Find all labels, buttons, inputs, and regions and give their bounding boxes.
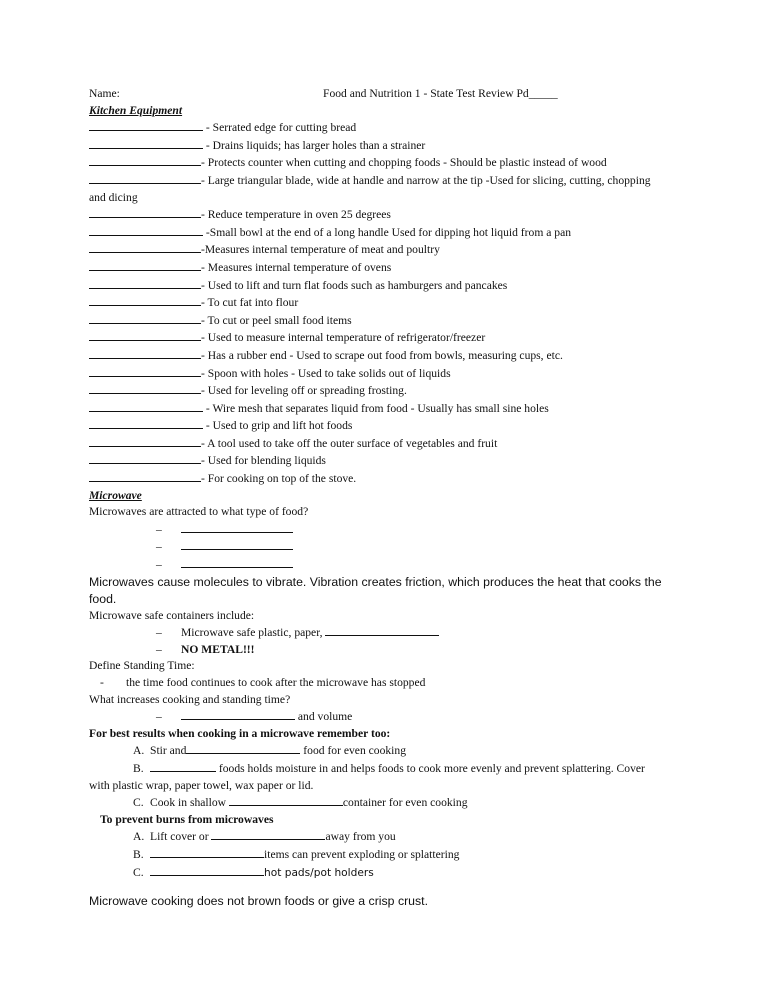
kitchen-item: - Serrated edge for cutting bread (89, 119, 689, 137)
best-item-a: A. Stir and food for even cooking (133, 744, 406, 758)
name-label: Name: (89, 87, 120, 100)
kitchen-item: - Used to measure internal temperature of refrigerator/freezer (89, 329, 689, 347)
answer-blank[interactable] (89, 119, 203, 131)
answer-blank[interactable] (89, 400, 203, 412)
increase-question: What increases cooking and standing time? (89, 692, 291, 706)
answer-blank[interactable] (89, 294, 201, 306)
best-item-b-continuation: with plastic wrap, paper towel, wax paper or lid. (89, 778, 314, 792)
spacer (89, 881, 689, 893)
kitchen-item: - To cut or peel small food items (89, 312, 689, 330)
kitchen-equipment-heading: Kitchen Equipment (89, 103, 183, 117)
answer-blank[interactable] (89, 206, 201, 218)
answer-blank[interactable] (89, 241, 201, 253)
increase-item: – and volume (156, 710, 353, 724)
answer-blank[interactable] (150, 864, 264, 876)
answer-blank[interactable] (89, 470, 201, 482)
answer-blank[interactable] (89, 312, 201, 324)
answer-blank[interactable] (181, 538, 293, 550)
kitchen-item: - Drains liquids; has larger holes than a strainer (89, 137, 689, 155)
answer-blank[interactable] (89, 224, 203, 236)
best-results-heading: For best results when cooking in a microwave remember too: (89, 726, 391, 740)
answer-blank[interactable] (89, 277, 201, 289)
kitchen-item: -Measures internal temperature of meat and poultry (89, 241, 689, 259)
standing-question: Define Standing Time: (89, 659, 195, 673)
header (89, 86, 689, 103)
kitchen-item: - Protects counter when cutting and chopping foods - Should be plastic instead of wood (89, 154, 689, 172)
answer-blank[interactable] (186, 742, 300, 754)
containers-question: Microwave safe containers include: (89, 608, 255, 622)
answer-blank[interactable] (89, 435, 201, 447)
kitchen-item: - Large triangular blade, wide at handle and narrow at the tip -Used for slicing, cutting, chopping (89, 172, 689, 190)
answer-blank[interactable] (150, 760, 216, 772)
answer-blank[interactable] (89, 382, 201, 394)
standing-definition: - the time food continues to cook after the microwave has stopped (100, 676, 426, 689)
microwave-heading: Microwave (89, 488, 142, 502)
answer-blank[interactable] (89, 172, 201, 184)
best-item-c: C. Cook in shallow container for even cooking (133, 796, 468, 810)
worksheet-page (89, 86, 689, 910)
answer-blank[interactable] (181, 708, 295, 720)
answer-blank[interactable] (89, 329, 201, 341)
kitchen-item: - Reduce temperature in oven 25 degrees (89, 206, 689, 224)
answer-blank[interactable] (211, 828, 325, 840)
answer-blank[interactable] (325, 624, 439, 636)
answer-blank[interactable] (89, 347, 201, 359)
attract-answer: – (89, 556, 689, 574)
kitchen-item: - Measures internal temperature of ovens (89, 259, 689, 277)
answer-blank[interactable] (89, 137, 203, 149)
answer-blank[interactable] (89, 452, 201, 464)
attract-answer: – (89, 538, 689, 556)
attract-answer: – (89, 521, 689, 539)
prevent-burns-heading: To prevent burns from microwaves (100, 812, 274, 826)
answer-blank[interactable] (150, 846, 264, 858)
kitchen-item: - Used for leveling off or spreading frosting. (89, 382, 689, 400)
kitchen-item: - Wire mesh that separates liquid from food - Usually has small sine holes (89, 400, 689, 418)
kitchen-item: -Small bowl at the end of a long handle Used for dipping hot liquid from a pan (89, 224, 689, 242)
burns-item-b: B. items can prevent exploding or splattering (133, 847, 460, 861)
answer-blank[interactable] (89, 365, 201, 377)
no-metal-item: – NO METAL!!! (156, 642, 255, 656)
kitchen-item: - Used to lift and turn flat foods such as hamburgers and pancakes (89, 277, 689, 295)
worksheet-title: Food and Nutrition 1 - State Test Review Pd_____ (323, 87, 558, 100)
burns-item-a: A. Lift cover or away from you (133, 830, 396, 844)
kitchen-item-continuation: and dicing (89, 190, 138, 204)
best-item-b: B. foods holds moisture in and helps foods to cook more evenly and prevent splattering. Cover (133, 761, 645, 775)
kitchen-item: - For cooking on top of the stove. (89, 470, 689, 488)
answer-blank[interactable] (181, 556, 293, 568)
brown-statement: Microwave cooking does not brown foods or give a crisp crust. (89, 894, 429, 909)
kitchen-item: - Used for blending liquids (89, 452, 689, 470)
answer-blank[interactable] (89, 259, 201, 271)
kitchen-item: - Used to grip and lift hot foods (89, 417, 689, 435)
attract-question: Microwaves are attracted to what type of food? (89, 505, 309, 519)
answer-blank[interactable] (89, 417, 203, 429)
kitchen-item: - To cut fat into flour (89, 294, 689, 312)
burns-item-c: C. hot pads/pot holders (133, 865, 374, 879)
kitchen-item: - Has a rubber end - Used to scrape out food from bowls, measuring cups, etc. (89, 347, 689, 365)
answer-blank[interactable] (229, 794, 343, 806)
answer-blank[interactable] (181, 521, 293, 533)
kitchen-item: - A tool used to take off the outer surface of vegetables and fruit (89, 435, 689, 453)
containers-item: – Microwave safe plastic, paper, (89, 624, 689, 642)
kitchen-item: - Spoon with holes - Used to take solids out of liquids (89, 365, 689, 383)
vibrate-paragraph: Microwaves cause molecules to vibrate. Vibration creates friction, which produces the heat that cooks the food. (89, 574, 662, 606)
answer-blank[interactable] (89, 154, 201, 166)
